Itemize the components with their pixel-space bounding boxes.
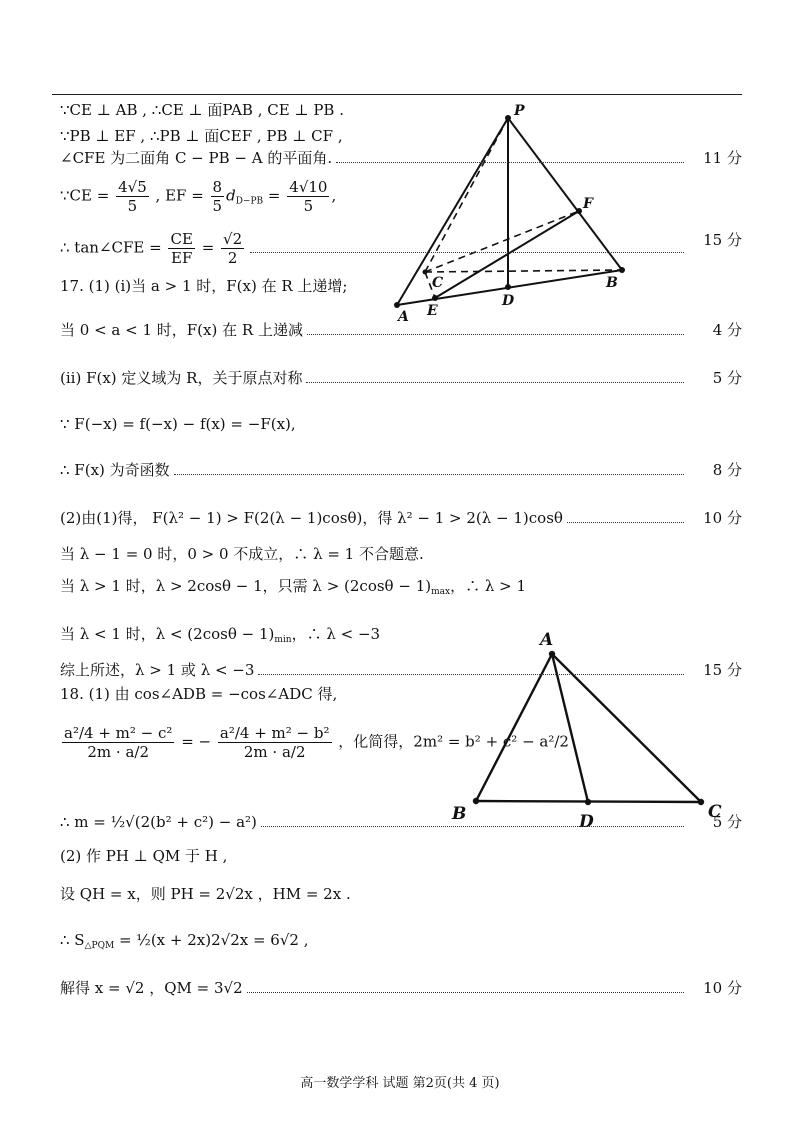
label-A: A [398, 309, 409, 325]
line-8-leader [60, 368, 688, 388]
score-8: 8 分 [712, 461, 742, 479]
line-11: (2)由(1)得， F(λ² − 1) > F(2(λ − 1)cosθ)，得 λ² − 1 > 2(λ − 1)cosθ [60, 509, 563, 527]
line-7: 当 0 < a < 1 时，F(x) 在 R 上递减 [60, 321, 303, 339]
score-15b: 15 分 [703, 661, 742, 679]
line-21: ∴ $S_{\triangle PQM}$ = ½(x + 2x)2√2x = 6√2 , [60, 931, 309, 951]
line-19: (2) 作 PH ⊥ QM 于 H , [60, 847, 228, 865]
page-footer: 高一数学学科 试题 第2页(共 4 页) [300, 1076, 500, 1091]
score-15a: 15 分 [703, 231, 742, 249]
label-P: P [514, 103, 525, 119]
score-4: 4 分 [712, 321, 742, 339]
line-20: 设 QH = x，则 PH = 2√2x ，HM = 2x . [60, 885, 351, 903]
line-14: 当 λ < 1 时，$\lambda < (2\cos\theta - 1)_{min}$，∴ λ < −3 [60, 625, 381, 645]
score-5a: 5 分 [712, 369, 742, 387]
score-10b: 10 分 [703, 979, 742, 997]
line-15: 综上所述，λ > 1 或 λ < −3 [60, 661, 255, 679]
line-5-leader [60, 230, 688, 267]
line-18-leader [60, 812, 688, 832]
score-10a: 10 分 [703, 509, 742, 527]
label-C2: C [708, 802, 722, 822]
line-16: 18. (1) 由 cos∠ADB = −cos∠ADC 得, [60, 685, 338, 703]
line-10: ∴ F(x) 为奇函数 [60, 461, 170, 479]
label-D: D [502, 293, 515, 309]
line-17: $\frac{\text{a²/4 + m² − c²}}{2m \cdot a/2}$ = − $\frac{\text{a²/4 + m² − b²}}{2m \cdot a/2}$ ，化简得，2m² = b² + c² − a²/2 [64, 724, 569, 761]
label-D2: D [579, 812, 594, 832]
line-22: 解得 x = √2 ，QM = 3√2 [60, 979, 243, 997]
line-13: 当 λ > 1 时，λ > 2cosθ − 1，只需 $\lambda > (2\cos\theta - 1)_{max}$，∴ λ > 1 [60, 577, 527, 597]
label-B: B [606, 275, 618, 291]
label-B2: B [452, 804, 467, 824]
line-1: ∵CE ⊥ AB , ∴CE ⊥ 面PAB , CE ⊥ PB . [60, 101, 344, 119]
line-6: 17. (1) (i)当 a > 1 时，F(x) 在 R 上递增; [60, 277, 348, 295]
line-15-leader [60, 660, 688, 680]
line-3: ∠CFE 为二面角 C − PB − A 的平面角. [60, 149, 333, 167]
label-C: C [432, 275, 444, 291]
label-E: E [427, 303, 438, 319]
line-5: ∴ tan∠CFE = $\frac{CE}{EF}$ = $\frac{√2}{2}$ [60, 230, 243, 267]
line-9: ∵ F(−x) = f(−x) − f(x) = −F(x), [60, 415, 296, 433]
line-18: ∴ m = ½√(2(b² + c²) − a²) [60, 813, 257, 831]
line-22-leader [60, 978, 688, 998]
label-F: F [583, 196, 593, 212]
line-7-leader [60, 320, 688, 340]
line-4: ∵CE = $\frac{4√5}{5}$ , EF = $\frac{8}{5}$ $d_{D-PB}$ = $\frac{4√10}{5}$ , [60, 178, 337, 215]
line-2: ∵PB ⊥ EF , ∴PB ⊥ 面CEF , PB ⊥ CF , [60, 127, 343, 145]
line-10-leader [60, 460, 688, 480]
score-11: 11 分 [703, 149, 742, 167]
line-12: 当 λ − 1 = 0 时，0 > 0 不成立，∴ λ = 1 不合题意. [60, 545, 424, 563]
line-8: (ii) F(x) 定义域为 R，关于原点对称 [60, 369, 303, 387]
line-3-leader [60, 148, 688, 168]
line-11-leader [60, 508, 688, 528]
score-5b: 5 分 [712, 813, 742, 831]
label-A2: A [540, 630, 554, 650]
